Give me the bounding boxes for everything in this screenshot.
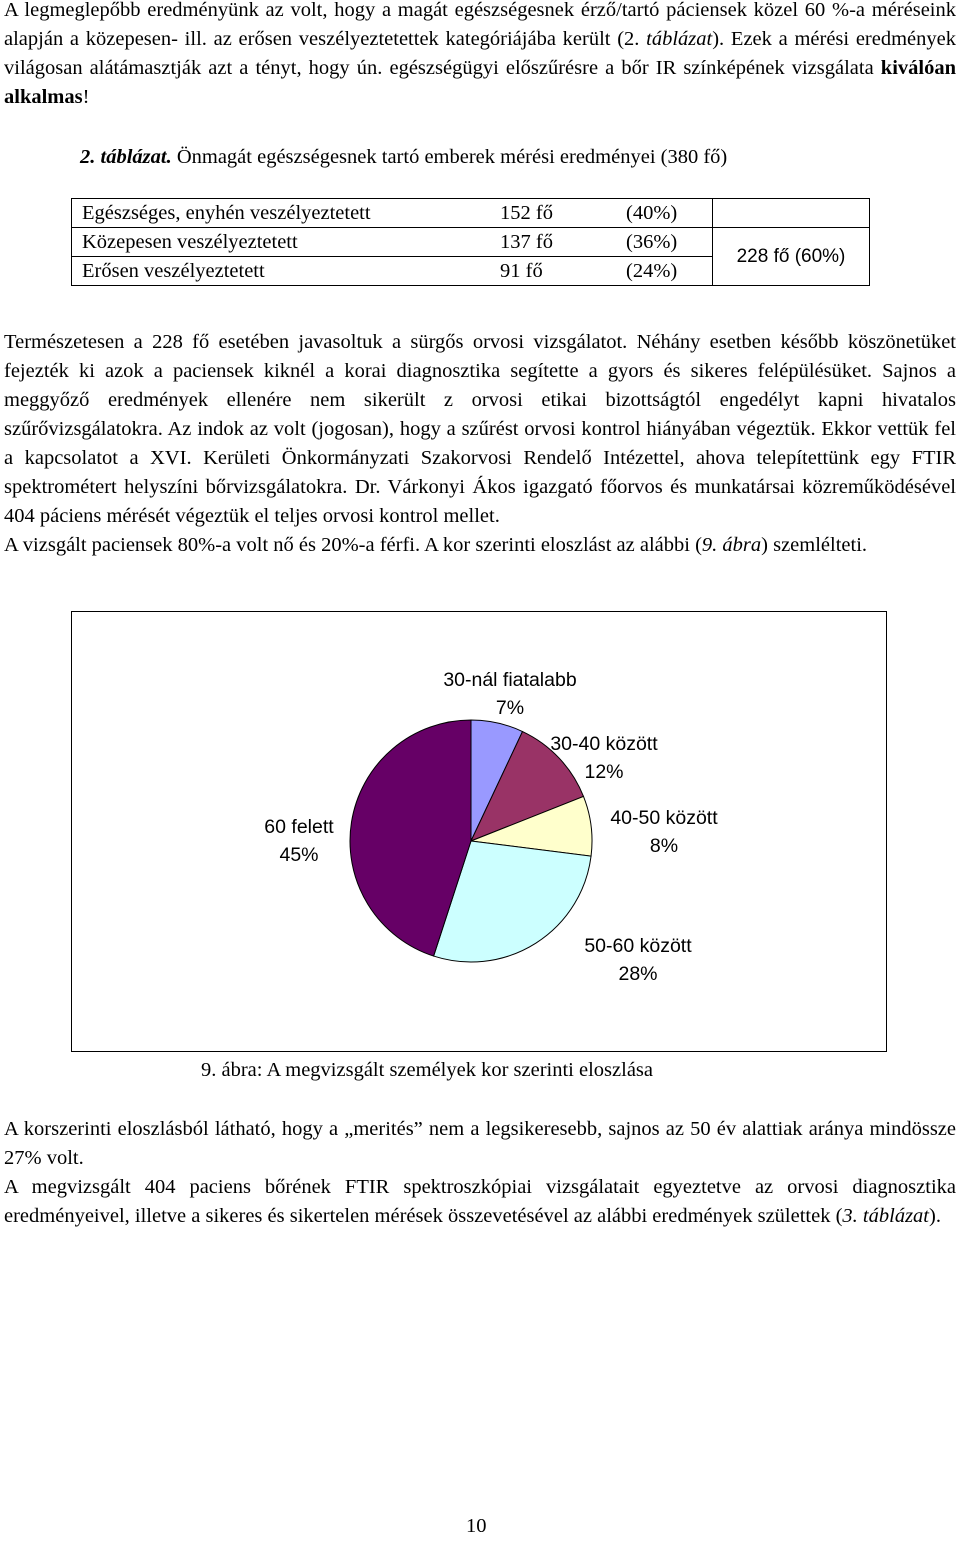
table-cell-count: 91 fő [490,257,616,286]
age-distribution-paragraph: A korszerinti eloszlásból látható, hogy a „merités” nem a legsikeresebb, sajnos az 50 év alattiak aránya mindössze 27% volt. [4,1118,956,1169]
pie-slice-label: 50-60 között [584,935,692,957]
results-text: A megvizsgált 404 paciens bőrének FTIR spektroszkópiai vizsgálatait egyeztetve az orvosi diagnosztika eredményeivel, illetve a sikeres és sikertelen mérések összevetésével az alábbi eredmények születtek ( [4,1176,956,1227]
table-cell-label: Közepesen veszélyeztetett [72,228,491,257]
table-caption-text: Önmagát egészségesnek tartó emberek mérési eredményei (380 fő) [171,146,728,168]
table-cell-pct: (24%) [616,257,713,286]
pie-chart-frame [71,611,887,1052]
intro-text-3: ! [82,86,90,108]
table-caption [80,143,727,172]
pie-slice-percent: 8% [649,835,679,857]
table-cell-pct: (36%) [616,228,713,257]
table-row [72,199,870,228]
intro-paragraph [4,0,956,112]
figure-caption: 9. ábra: A megvizsgált személyek kor szerinti eloszlása [201,1059,653,1081]
pie-slice-percent: 12% [584,761,624,783]
intro-text-2: ). Ezek a mérési eredmények világosan alátámasztják azt a tényt, hogy ún. egészségügyi előszűrésre a bőr IR színképének vizsgálata [4,28,956,79]
results-paragraph [4,1173,956,1231]
pie-slice-label: 40-50 között [610,807,718,829]
body-text-gender: A vizsgált paciensek 80%-a volt nő és 20%-a férfi. A kor szerinti eloszlást az alábbi ( [4,534,702,556]
page-number: 10 [466,1515,487,1537]
figure-ref: 9. ábra [701,534,762,556]
table-cell-count: 152 fő [490,199,616,228]
table-row [72,228,870,257]
table-cell-summary: 228 fő (60%) [713,228,870,286]
pie-slice-percent: 28% [618,963,658,985]
results-text-end: ). [929,1205,941,1227]
table-cell-count: 137 fő [490,228,616,257]
pie-slice-label: 30-40 között [550,733,658,755]
table-cell-pct: (40%) [616,199,713,228]
table-cell-empty [713,199,870,228]
table-caption-label: 2. táblázat. [80,146,172,168]
pie-slice-percent: 45% [279,844,319,866]
intro-text-1: A legmeglepőbb eredményünk az volt, hogy a magát egészségesnek érző/tartó páciensek közel 60 %-a méréseink alapján a közepesen- ill. az erősen veszélyeztetettek kategóriájába került (2. [4,0,956,50]
table-cell-label: Erősen veszélyeztetett [72,257,491,286]
body-text-gender-end: ) szemlélteti. [761,534,868,556]
results-table [71,198,870,286]
pie-slice-percent: 7% [495,697,525,719]
pie-slice-label: 30-nál fiatalabb [443,669,577,691]
body-paragraph [4,328,956,560]
table-cell-label: Egészséges, enyhén veszélyeztetett [72,199,491,228]
table-3-ref: 3. táblázat [842,1205,929,1227]
intro-emphasis: kiválóan alkalmas [4,57,956,108]
pie-chart [72,612,886,1051]
body-text-main: Természetesen a 228 fő esetében javasoltuk a sürgős orvosi vizsgálatot. Néhány esetben később köszönetüket fejezték ki azok a paciensek kiknél a korai diagnosztika segítette a gyors és sikeres felépülésüket. Sajnos a meggyőző eredmények ellenére nem sikerült z orvosi etikai bizottságtól engedélyt kapni hivatalos szűrővizsgálatokra. Az indok az volt (jogosan), hogy a szűrést orvosi kontrol hiányában végeztük. Ekkor vettük fel a kapcsolatot a XVI. Kerületi Önkormányzati Szakorvosi Rendelő Intézettel, ahova telepítettünk egy FTIR spektrométert helyszíni bőrvizsgálatokra. Dr. Várkonyi Ákos igazgató főorvos és munkatársai közreműködésével 404 páciens mérését végeztük el teljes orvosi kontrol mellet. [4,331,956,527]
pie-slice-label: 60 felett [264,816,334,838]
intro-table-ref: táblázat [646,28,713,50]
